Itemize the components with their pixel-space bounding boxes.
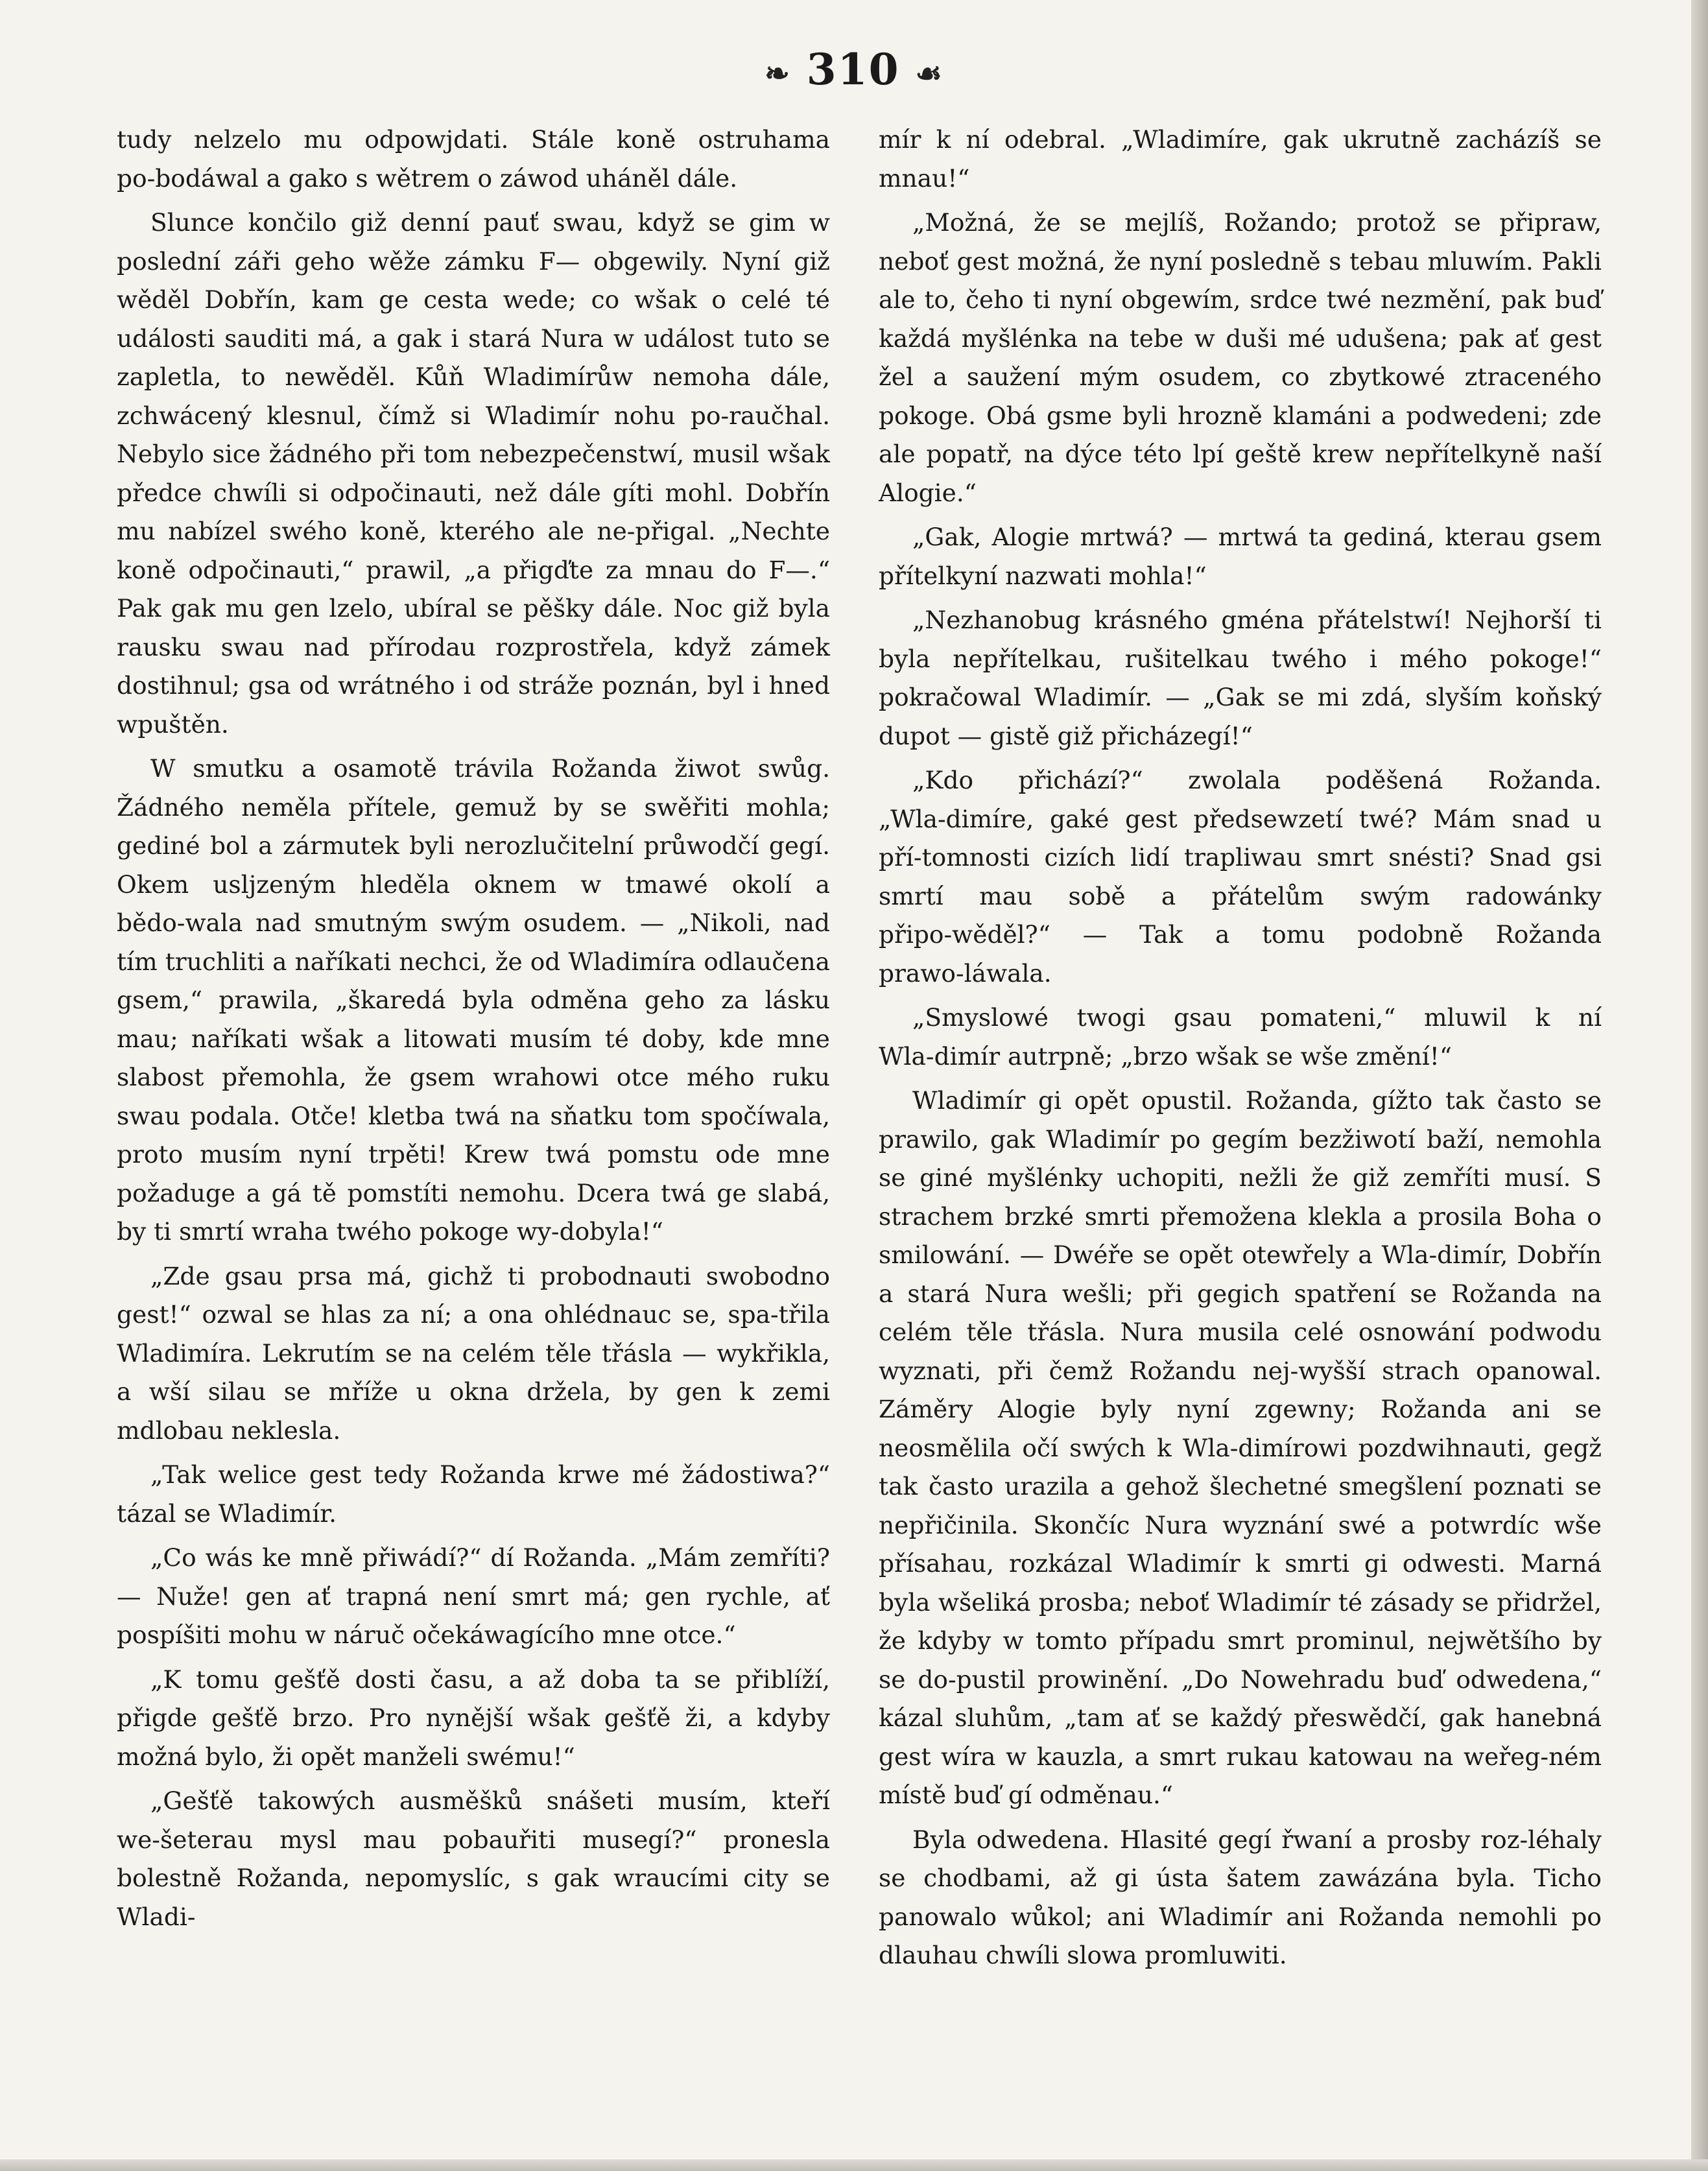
paragraph: Wladimír gi opět opustil. Rožanda, gížto tak často se prawilo, gak Wladimír po gegím bezžiwotí baží, nemohla se giné myšlénky uchopiti, nežli že giž zemříti musí. S strachem brzké smrti přemožena klekla a prosila Boha o smilowání. — Dwéře se opět otewřely a Wla‑dimír, Dobřín a stará Nura wešli; při gegich spatření se Rožanda na celém těle třásla. Nura musila celé osnowání podwodu wyznati, při čemž Rožandu nej‑wyšší strach opanowal. Záměry Alogie byly nyní zgewny; Rožanda ani se neosmělila očí swých k Wla‑dimírowi pozdwihnauti, gegž tak často urazila a gehož šlechetné smegšlení poznati se nepřičinila. Skončíc Nura wyznání swé a potwrdíc wše přísahau, rozkázal Wladimír k smrti gi odwesti. Marná byla wšeliká prosba; neboť Wladimír té zásady se přidržel, že kdyby w tomto případu smrt prominul, nejwětšího by se do‑pustil prowinění. „Do Nowehradu buď odwedena,“ kázal sluhům, „tam ať se každý přeswědčí, gak hanebná gest wíra w kauzla, a smrt rukau katowau na weřeg‑ném místě buď gí odměnau.“ bbox=[879, 1086, 1602, 1809]
paragraph: „Smyslowé twogi gsau pomateni,“ mluwil k ní Wla‑dimír autrpně; „brzo wšak se wše změní!“ bbox=[879, 1003, 1602, 1071]
paragraph: Slunce končilo giž denní pauť swau, když se gim w poslední záři geho wěže zámku F— obgewily. Nyní giž wěděl Dobřín, kam ge cesta wede; co wšak o celé té události sauditi má, a gak i stará Nura w událost tuto se zapletla, to newěděl. Kůň Wladimírůw nemoha dále, zchwácený klesnul, čímž si Wladimír nohu po‑raučhal. Nebylo sice žádného při tom nebezpečenstwí, musil wšak předce chwíli si odpočinauti, než dále gíti mohl. Dobřín mu nabízel swého koně, kterého ale ne‑přigal. „Nechte koně odpočinauti,“ prawil, „a přigďte za mnau do F—.“ Pak gak mu gen lzelo, ubíral se pěšky dále. Noc giž byla rausku swau nad přírodau rozprostřela, když zámek dostihnul; gsa od wrátného i od stráže poznán, byl i hned wpuštěn. bbox=[117, 208, 830, 739]
left-column bbox=[117, 121, 830, 1936]
paragraph: mír k ní odebral. „Wladimíre, gak ukrutně zacházíš se mnau!“ bbox=[879, 125, 1602, 193]
paragraph: „Gešťě takowých ausměšků snášeti musím, kteří we‑šeterau mysl mau pobauřiti musegí?“ pronesla bolestně Rožanda, nepomyslíc, s gak wraucími city se Wladi‑ bbox=[117, 1786, 830, 1931]
paragraph: „K tomu gešťě dosti času, a až doba ta se přiblíží, přigde gešťě brzo. Pro nynější wšak gešťě ži, a kdyby možná bylo, ži opět manželi swému!“ bbox=[117, 1665, 830, 1771]
paragraph: tudy nelzelo mu odpowjdati. Stále koně ostruhama po‑bodáwal a gako s wětrem o záwod uháněl dále. bbox=[117, 125, 830, 193]
paragraph: „Tak welice gest tedy Rožanda krwe mé žádostiwa?“ tázal se Wladimír. bbox=[117, 1460, 830, 1528]
paragraph: „Gak, Alogie mrtwá? — mrtwá ta gediná, kterau gsem přítelkyní nazwati mohla!“ bbox=[879, 523, 1602, 590]
paragraph: „Zde gsau prsa má, gichž ti probodnauti swobodno gest!“ ozwal se hlas za ní; a ona ohlédnauc se, spa‑třila Wladimíra. Lekrutím se na celém těle třásla — wykřikla, a wší silau se mříže u okna držela, by gen k zemi mdlobau neklesla. bbox=[117, 1261, 830, 1445]
paragraph: „Kdo přichází?“ zwolala poděšená Rožanda. „Wla‑dimíre, gaké gest předsewzetí twé? Mám snad u pří‑tomnosti cizích lidí trapliwau smrt snésti? Snad gsi smrtí mau sobě a přátelům swým radowánky připo‑wěděl?“ — Tak a tomu podobně Rožanda prawo‑láwala. bbox=[879, 766, 1602, 988]
paragraph: „Možná, že se mejlíš, Rožando; protož se připraw, neboť gest možná, že nyní posledně s tebau mluwím. Pakli ale to, čeho ti nyní obgewím, srdce twé nezmění, pak buď každá myšlénka na tebe w duši mé udušena; pak ať gest žel a saužení mým osudem, co zbytkowé ztraceného pokoge. Obá gsme byli hrozně klamáni a podwedeni; zde ale popatř, na dýce této lpí geště krew nepřítelkyně naší Alogie.“ bbox=[879, 208, 1602, 507]
right-column bbox=[879, 121, 1602, 1975]
paragraph: W smutku a osamotě trávila Rožanda žiwot swůg. Žádného neměla přítele, gemuž by se swěřiti mohla; gediné bol a zármutek byli nerozlučitelní průwodčí gegí. Okem usljzeným hleděla oknem w tmawé okolí a bědo‑wala nad smutným swým osudem. — „Nikoli, nad tím truchliti a naříkati nechci, že od Wladimíra odlaučena gsem,“ prawila, „škaredá byla odměna geho za lásku mau; naříkati wšak a litowati musím té doby, kde mne slabost přemohla, že gsem wrahowi otce mého ruku swau podala. Otče! kletba twá na sňatku tom spočíwala, proto musím nyní trpěti! Krew twá pomstu ode mne požaduge a gá tě pomstíti nemohu. Dcera twá ge slabá, by ti smrtí wraha twého pokoge wy‑dobyla!“ bbox=[117, 754, 830, 1246]
page-edge-shadow bbox=[1691, 0, 1708, 2171]
right-ornament-icon: ☙ bbox=[915, 56, 943, 91]
page-number: 310 bbox=[806, 44, 900, 95]
paragraph: „Nezhanobug krásného gména přátelstwí! Nejhorší ti byla nepřítelkau, rušitelkau twého i mého pokoge!“ pokračowal Wladimír. — „Gak se mi zdá, slyším koňský dupot — gistě giž přicházegí!“ bbox=[879, 606, 1602, 750]
paragraph: „Co wás ke mně přiwádí?“ dí Rožanda. „Mám zemříti? — Nuže! gen ať trapná není smrt má; gen rychle, ať pospíšiti mohu w náruč očekáwagícího mne otce.“ bbox=[117, 1543, 830, 1649]
page-bottom-edge bbox=[0, 2159, 1708, 2171]
paragraph: Byla odwedena. Hlasité gegí řwaní a prosby roz‑léhaly se chodbami, až gi ústa šatem zawázána byla. Ticho panowalo wůkol; ani Wladimír ani Rožanda nemohli po dlauhau chwíli slowa promluwiti. bbox=[879, 1825, 1602, 1969]
page-header bbox=[0, 40, 1708, 99]
left-ornament-icon: ❧ bbox=[765, 56, 791, 91]
